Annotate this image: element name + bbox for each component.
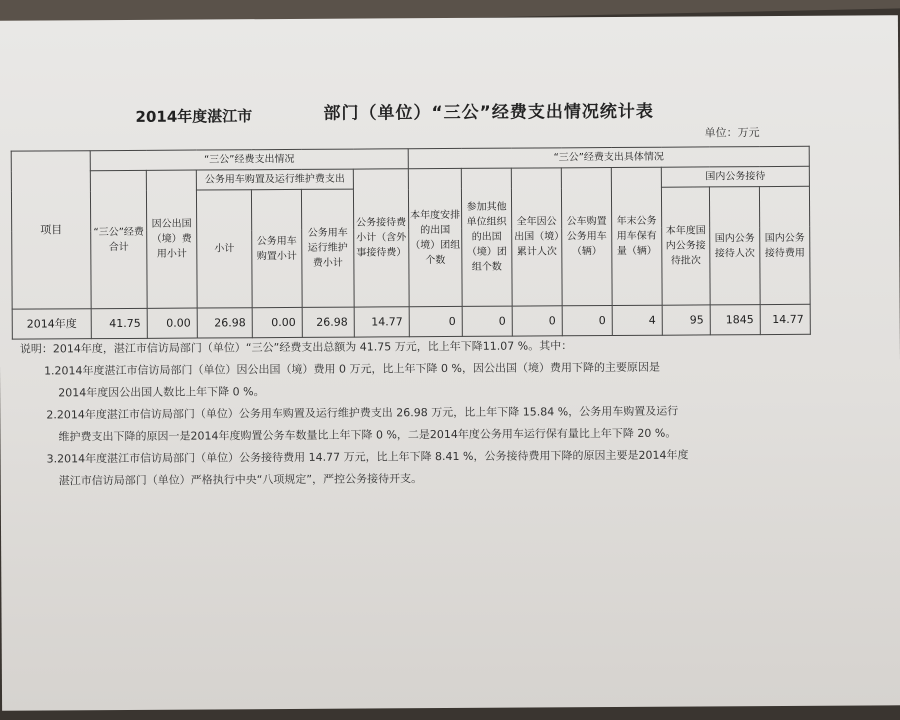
header-vehicle-run: 公务用车运行维护费小计 bbox=[301, 189, 354, 307]
note-item-3: 3.2014年度湛江市信访局部门（单位）公务接待费用 14.77 万元，比上年下降 8.41 %，公务接待费用下降的原因主要是2014年度 bbox=[46, 448, 689, 466]
note-item-1: 1.2014年度湛江市信访局部门（单位）因公出国（境）费用 0 万元，比上年下降 0 %，因公出国（境）费用下降的主要原因是 bbox=[44, 360, 660, 378]
note-item-1-cont: 2014年度因公出国人数比上年下降 0 %。 bbox=[58, 385, 265, 400]
note-item-3-cont: 湛江市信访局部门（单位）严格执行中央“八项规定”，严控公务接待开支。 bbox=[58, 472, 423, 488]
title-year-city: 2014年度湛江市 bbox=[135, 107, 253, 126]
header-total: “三公”经费合计 bbox=[90, 170, 147, 308]
value-vehicle-run: 26.98 bbox=[302, 307, 354, 337]
value-reception-persons: 1845 bbox=[710, 305, 760, 335]
table-row bbox=[12, 304, 810, 339]
header-vehicles-bought: 公车购置公务用车（辆） bbox=[561, 168, 612, 306]
note-item-2-cont: 维护费支出下降的原因一是2014年度购置公务车数量比上年下降 0 %，二是2014年度公务用车运行保有量比上年下降 20 %。 bbox=[58, 426, 677, 444]
header-reception-group: 国内公务接待 bbox=[661, 166, 809, 187]
header-group-right: “三公”经费支出具体情况 bbox=[408, 146, 809, 168]
header-overseas-groups: 本年度安排的出国（境）团组个数 bbox=[408, 168, 462, 306]
value-overseas-persons: 0 bbox=[512, 306, 562, 336]
value-vehicle-purchase: 0.00 bbox=[252, 307, 302, 337]
header-vehicle-purchase: 公务用车购置小计 bbox=[251, 189, 302, 307]
header-reception-cost: 国内公务接待费用 bbox=[759, 186, 810, 304]
value-overseas: 0.00 bbox=[147, 308, 197, 338]
header-vehicle-subtotal: 小计 bbox=[196, 190, 252, 308]
value-other-groups: 0 bbox=[462, 306, 512, 336]
title-main: 部门（单位）“三公”经费支出情况统计表 bbox=[323, 101, 654, 124]
value-reception-cost: 14.77 bbox=[760, 304, 810, 334]
statistics-table bbox=[11, 146, 811, 340]
header-group-left: “三公”经费支出情况 bbox=[90, 149, 408, 171]
header-vehicles-owned: 年末公务用车保有量（辆） bbox=[611, 167, 662, 305]
header-overseas: 因公出国（境）费用小计 bbox=[146, 170, 197, 308]
header-overseas-persons: 全年因公出国（境）累计人次 bbox=[511, 168, 562, 306]
header-reception-persons: 国内公务接待人次 bbox=[709, 187, 760, 305]
unit-label: 单位：万元 bbox=[704, 126, 760, 140]
document-page bbox=[0, 15, 900, 710]
header-vehicle-group: 公务用车购置及运行维护费支出 bbox=[196, 169, 353, 190]
value-total: 41.75 bbox=[91, 308, 147, 338]
header-reception-fee: 公务接待费小计（含外事接待费） bbox=[353, 169, 409, 307]
header-reception-batches: 本年度国内公务接待批次 bbox=[661, 187, 710, 305]
value-reception-batches: 95 bbox=[662, 305, 710, 335]
row-label: 2014年度 bbox=[12, 309, 91, 339]
value-vehicle-subtotal: 26.98 bbox=[197, 308, 252, 338]
value-reception-fee: 14.77 bbox=[354, 307, 409, 337]
note-summary: 说明：2014年度，湛江市信访局部门（单位）“三公”经费支出总额为 41.75 万元，比上年下降11.07 %。其中： bbox=[19, 339, 573, 356]
header-other-groups: 参加其他单位组织的出国（境）团组个数 bbox=[461, 168, 512, 306]
value-overseas-groups: 0 bbox=[409, 306, 462, 336]
header-project: 项目 bbox=[11, 151, 91, 309]
value-vehicles-bought: 0 bbox=[562, 306, 612, 336]
value-vehicles-owned: 4 bbox=[612, 305, 662, 335]
note-item-2: 2.2014年度湛江市信访局部门（单位）公务用车购置及运行维护费支出 26.98 万元，比上年下降 15.84 %，公务用车购置及运行 bbox=[46, 404, 679, 422]
